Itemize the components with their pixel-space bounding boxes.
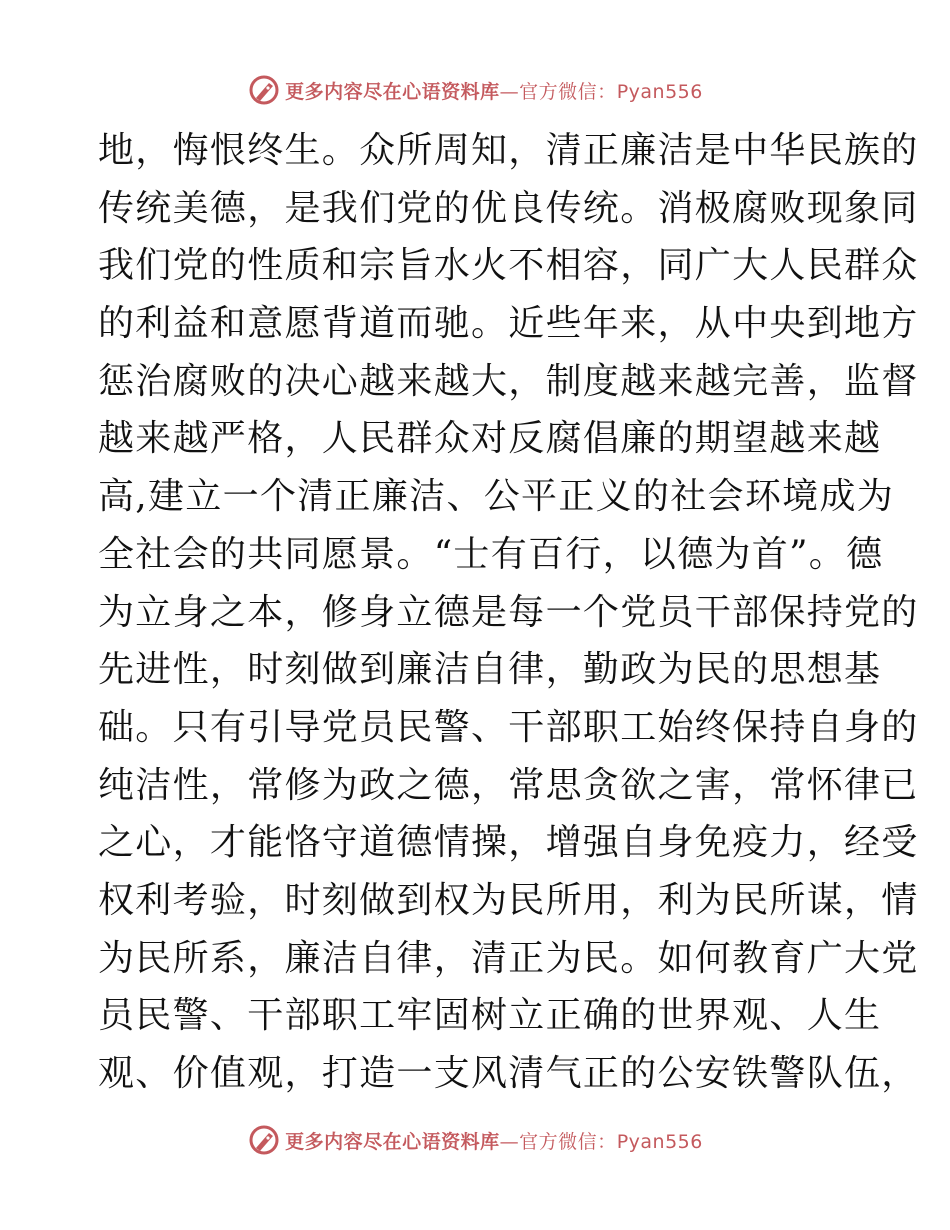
pen-nib-logo-icon <box>247 1123 281 1157</box>
banner-wechat-label: 官方微信： <box>519 1130 617 1153</box>
text-line: 权利考验，时刻做到权为民所用，利为民所谋，情 <box>98 879 919 921</box>
banner-separator: — <box>499 80 520 103</box>
banner-separator: — <box>499 1130 520 1153</box>
text-line: 惩治腐败的决心越来越大，制度越来越完善，监督 <box>98 360 919 402</box>
text-line: 地，悔恨终生。众所周知，清正廉洁是中华民族的 <box>98 130 919 171</box>
pen-nib-logo-icon <box>247 73 281 107</box>
text-line: 之心，才能恪守道德情操，增强自身免疫力，经受 <box>98 822 919 864</box>
text-line: 先进性，时刻做到廉洁自律，勤政为民的思想基 <box>98 649 882 691</box>
banner-text <box>285 77 703 104</box>
text-line: 观、价值观，打造一支风清气正的公安铁警队伍， <box>98 1053 919 1094</box>
text-line: 越来越严格，人民群众对反腐倡廉的期望越来越 <box>98 418 882 460</box>
text-line: 全社会的共同愿景。“士有百行，以德为首”。德 <box>98 533 884 575</box>
banner-main-text: 更多内容尽在心语资料库 <box>285 80 500 103</box>
text-line: 高,建立一个清正廉洁、公平正义的社会环境成为 <box>98 476 895 518</box>
document-body <box>98 122 919 1103</box>
banner-wechat-id: Pyan556 <box>616 80 703 103</box>
text-line: 础。只有引导党员民警、干部职工始终保持自身的 <box>98 706 919 748</box>
text-line: 纯洁性，常修为政之德，常思贪欲之害，常怀律已 <box>98 764 919 806</box>
banner-wechat-label: 官方微信： <box>519 80 617 103</box>
text-line: 为民所系，廉洁自律，清正为民。如何教育广大党 <box>98 937 919 979</box>
header-banner <box>0 70 950 110</box>
banner-text <box>285 1127 703 1154</box>
banner-wechat-id: Pyan556 <box>616 1130 703 1153</box>
text-line: 传统美德，是我们党的优良传统。消极腐败现象同 <box>98 187 919 229</box>
footer-banner <box>0 1120 950 1160</box>
text-line: 员民警、干部职工牢固树立正确的世界观、人生 <box>98 995 882 1037</box>
banner-main-text: 更多内容尽在心语资料库 <box>285 1130 500 1153</box>
text-line: 我们党的性质和宗旨水火不相容，同广大人民群众 <box>98 245 919 287</box>
text-line: 的利益和意愿背道而驰。近些年来，从中央到地方 <box>98 303 919 345</box>
text-line: 为立身之本，修身立德是每一个党员干部保持党的 <box>98 591 919 633</box>
